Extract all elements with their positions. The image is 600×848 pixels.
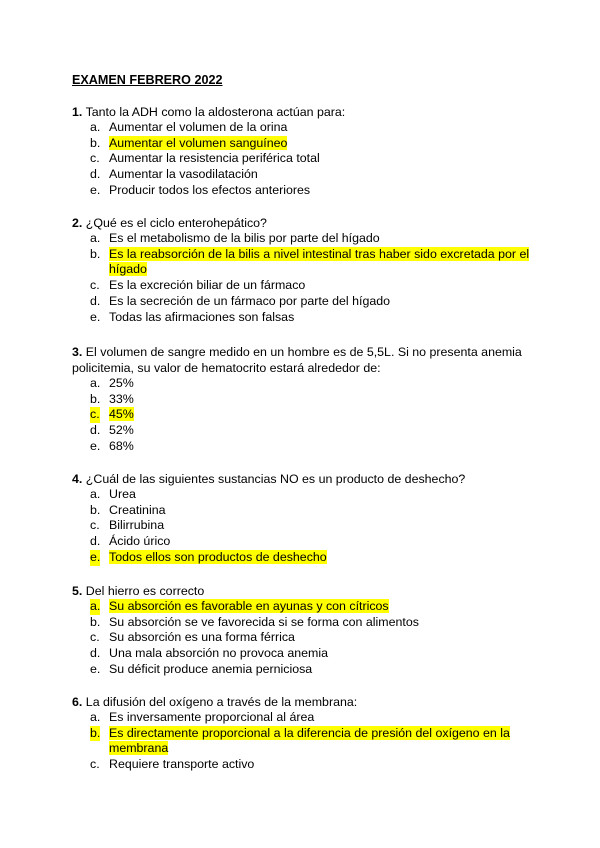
question-text: ¿Qué es el ciclo enterohepático?	[85, 216, 267, 230]
highlighted-answer: Su absorción es favorable en ayunas y con cítricos	[109, 599, 389, 613]
option-c: c. Aumentar la resistencia periférica total	[90, 151, 320, 166]
option-a: a. Urea	[90, 487, 136, 501]
highlighted-answer: Aumentar el volumen sanguíneo	[109, 135, 288, 150]
question-2	[72, 215, 532, 325]
option-a: a. 25%	[90, 376, 134, 390]
question-text: ¿Cuál de las siguientes sustancias NO es un producto de deshecho?	[85, 472, 466, 486]
option-b: b. Es directamente proporcional a la diferencia de presión del oxígeno en la membrana	[90, 725, 510, 756]
option-c: c. Su absorción es una forma férrica	[90, 630, 295, 645]
question-3	[72, 344, 532, 455]
exam-title: EXAMEN FEBRERO 2022	[72, 73, 223, 87]
question-number: 2.	[72, 216, 83, 230]
highlighted-answer: Es directamente proporcional a la diferencia de presión del oxígeno en la membrana	[109, 725, 510, 756]
question-text: La difusión del oxígeno a través de la membrana:	[85, 695, 358, 709]
question-text: El volumen de sangre medido en un hombre es de 5,5L. Si no presenta anemia policitemia, su valor de hematocrito estará alrededor de:	[72, 345, 522, 375]
option-d: d. Aumentar la vasodilatación	[90, 167, 258, 182]
option-d: d. Ácido úrico	[90, 534, 171, 549]
question-number: 6.	[72, 695, 83, 709]
question-5	[72, 583, 532, 678]
option-e: e. Todas las afirmaciones son falsas	[90, 309, 295, 324]
option-b: b. Es la reabsorción de la bilis a nivel intestinal tras haber sido excretada por el hígado	[90, 246, 530, 277]
option-e: e. Todos ellos son productos de deshecho	[90, 549, 327, 564]
option-b: b. Aumentar el volumen sanguíneo	[90, 135, 288, 150]
option-c: c. Bilirrubina	[90, 518, 165, 533]
question-number: 4.	[72, 472, 83, 486]
option-d: d. Es la secreción de un fármaco por parte del hígado	[90, 293, 391, 308]
question-number: 3.	[72, 345, 83, 359]
question-stem	[72, 215, 532, 231]
option-a: a. Es inversamente proporcional al área	[90, 710, 315, 724]
option-b: b. Creatinina	[90, 502, 166, 517]
option-a: a. Aumentar el volumen de la orina	[90, 120, 288, 134]
option-c: c. Es la excreción biliar de un fármaco	[90, 278, 306, 293]
question-6	[72, 694, 532, 773]
question-stem	[72, 583, 532, 599]
highlighted-answer: 45%	[109, 407, 134, 422]
option-d: d. Una mala absorción no provoca anemia	[90, 646, 329, 661]
option-b: b. 33%	[90, 391, 134, 406]
option-e: e. Su déficit produce anemia perniciosa	[90, 661, 313, 676]
question-4	[72, 471, 532, 566]
option-e: e. Producir todos los efectos anteriores	[90, 182, 311, 197]
option-a: a. Es el metabolismo de la bilis por parte del hígado	[90, 231, 380, 245]
option-c: c. Requiere transporte activo	[90, 757, 255, 772]
question-text: Del hierro es correcto	[85, 584, 205, 598]
option-a: a. Su absorción es favorable en ayunas y con cítricos	[90, 599, 389, 613]
option-b: b. Su absorción se ve favorecida si se forma con alimentos	[90, 614, 419, 629]
question-text: Tanto la ADH como la aldosterona actúan para:	[85, 105, 346, 119]
option-c: c. 45%	[90, 407, 134, 422]
question-stem	[72, 471, 532, 487]
question-stem	[72, 344, 532, 376]
question-1	[72, 104, 532, 199]
question-stem	[72, 104, 532, 120]
option-d: d. 52%	[90, 423, 134, 438]
question-stem	[72, 694, 532, 710]
question-number: 1.	[72, 105, 83, 119]
option-e: e. 68%	[90, 438, 134, 453]
question-number: 5.	[72, 584, 83, 598]
highlighted-answer: Todos ellos son productos de deshecho	[109, 549, 327, 564]
highlighted-answer: Es la reabsorción de la bilis a nivel intestinal tras haber sido excretada por el hígado	[109, 246, 530, 277]
